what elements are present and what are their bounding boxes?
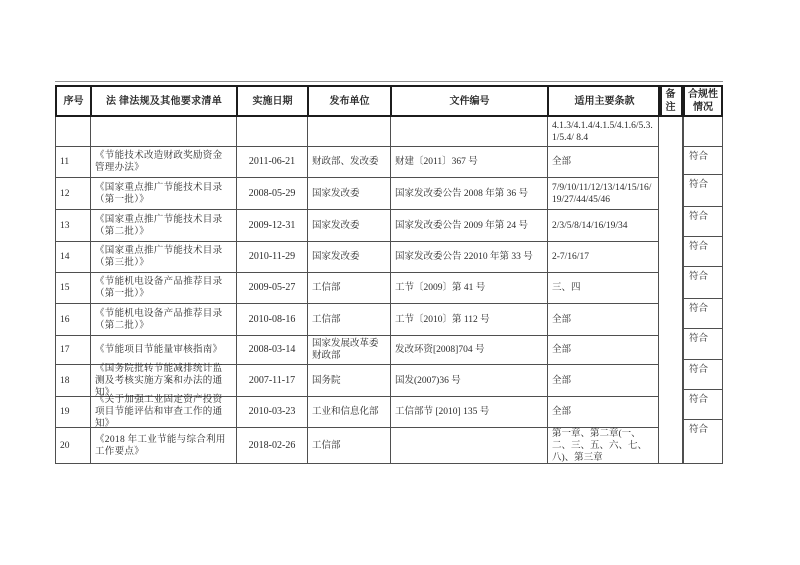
header-compliance: 合规性情况 [683,85,723,117]
table-header-row [55,85,662,117]
cell-clauses: 全部 [548,336,659,365]
header-issuer: 发布单位 [309,87,392,115]
table-row [56,273,659,304]
regulations-table [55,81,723,465]
cell-doc-number [391,117,548,147]
cell-title: 《关于加强工业固定资产投资项目节能评估和审查工作的通知》 [91,397,237,428]
cell-date: 2007-11-17 [237,365,308,397]
cell-clauses: 全部 [548,365,659,397]
cell-date [237,117,308,147]
cell-compliance: 符合 [683,420,723,464]
table-row [56,428,659,464]
cell-seq [56,117,91,147]
cell-compliance: 符合 [683,175,723,207]
cell-doc-number: 财建〔2011〕367 号 [391,147,548,178]
cell-compliance: 符合 [683,390,723,420]
cell-issuer: 国家发改委 [308,242,391,273]
header-seq: 序号 [57,87,92,115]
cell-compliance: 符合 [683,360,723,390]
cell-date: 2010-03-23 [237,397,308,428]
cell-issuer: 工信部 [308,304,391,336]
cell-title: 《国家重点推广节能技术目录（第三批）》 [91,242,237,273]
cell-date: 2009-05-27 [237,273,308,304]
cell-title: 《2018 年工业节能与综合利用工作要点》 [91,428,237,464]
cell-seq: 18 [56,365,91,397]
remark-column [658,85,683,464]
table-row [56,147,659,178]
cell-title: 《国家重点推广节能技术目录（第二批）》 [91,210,237,242]
cell-clauses: 第一章、第二章(一、二、三、五、六、七、八)、第三章 [548,428,659,464]
cell-clauses: 4.1.3/4.1.4/4.1.5/4.1.6/5.3.1/5.4/ 8.4 [548,117,659,147]
header-doc-number: 文件编号 [392,87,549,115]
cell-clauses: 2/3/5/8/14/16/19/34 [548,210,659,242]
cell-title: 《节能机电设备产品推荐目录（第一批）》 [91,273,237,304]
cell-title: 《节能机电设备产品推荐目录（第二批）》 [91,304,237,336]
compliance-column [683,85,723,464]
cell-issuer: 工业和信息化部 [308,397,391,428]
cell-issuer: 工信部 [308,428,391,464]
cell-title: 《节能技术改造财政奖励资金管理办法》 [91,147,237,178]
header-clauses: 适用主要条款 [574,95,635,107]
cell-seq: 16 [56,304,91,336]
cell-issuer: 国家发展改革委 财政部 [308,336,391,365]
cell-doc-number: 发改环资[2008]704 号 [391,336,548,365]
cell-seq: 13 [56,210,91,242]
table-row [56,304,659,336]
cell-compliance: 符合 [683,267,723,299]
cell-date: 2008-05-29 [237,178,308,210]
remark-empty-cell [658,117,683,464]
cell-title: 《节能项目节能量审核指南》 [91,336,237,365]
cell-clauses: 全部 [548,304,659,336]
cell-date: 2009-12-31 [237,210,308,242]
cell-issuer: 国务院 [308,365,391,397]
cell-title: 《国务院批转节能减排统计监测及考核实施方案和办法的通知》 [91,365,237,397]
header-list: 法 律法规及其他要求清单 [92,87,238,115]
cell-issuer [308,117,391,147]
cell-seq: 15 [56,273,91,304]
table-row [56,210,659,242]
cell-compliance: 符合 [683,147,723,175]
cell-doc-number: 工节〔2010〕第 112 号 [391,304,548,336]
main-grid [55,85,662,464]
cell-clauses: 三、四 [548,273,659,304]
cell-doc-number: 工信部节 [2010] 135 号 [391,397,548,428]
cell-issuer: 国家发改委 [308,178,391,210]
cell-date: 2010-08-16 [237,304,308,336]
table-row [56,178,659,210]
cell-doc-number [391,428,548,464]
cell-seq: 20 [56,428,91,464]
cell-clauses: 7/9/10/11/12/13/14/15/16/19/27/44/45/46 [548,178,659,210]
cell-date: 2010-11-29 [237,242,308,273]
table-row [56,365,659,397]
cell-compliance: 符合 [683,329,723,360]
cell-compliance: 符合 [683,207,723,237]
table-row [56,336,659,365]
cell-clauses: 全部 [548,147,659,178]
table-row [56,242,659,273]
table-row-carryover [56,117,659,147]
cell-issuer: 国家发改委 [308,210,391,242]
cell-issuer: 财政部、发改委 [308,147,391,178]
cell-seq: 14 [56,242,91,273]
cell-issuer: 工信部 [308,273,391,304]
cell-seq: 11 [56,147,91,178]
cell-compliance: 符合 [683,237,723,267]
table-top-rule [55,81,723,82]
cell-date: 2008-03-14 [237,336,308,365]
table-body [55,117,659,464]
cell-doc-number: 工节〔2009〕第 41 号 [391,273,548,304]
cell-date: 2011-06-21 [237,147,308,178]
header-remark [658,85,683,117]
cell-doc-number: 国家发改委公告 2008 年第 36 号 [391,178,548,210]
cell-compliance [683,117,723,147]
cell-doc-number: 国家发改委公告 22010 年第 33 号 [391,242,548,273]
table-row [56,397,659,428]
cell-doc-number: 国家发改委公告 2009 年第 24 号 [391,210,548,242]
cell-title: 《国家重点推广节能技术目录（第一批）》 [91,178,237,210]
cell-clauses: 全部 [548,397,659,428]
cell-seq: 19 [56,397,91,428]
cell-title [91,117,237,147]
header-remark-label: 备注 [665,89,676,113]
cell-doc-number: 国发(2007)36 号 [391,365,548,397]
cell-seq: 12 [56,178,91,210]
cell-date: 2018-02-26 [237,428,308,464]
cell-seq: 17 [56,336,91,365]
cell-clauses: 2-7/16/17 [548,242,659,273]
cell-compliance: 符合 [683,299,723,329]
header-date: 实施日期 [238,87,309,115]
